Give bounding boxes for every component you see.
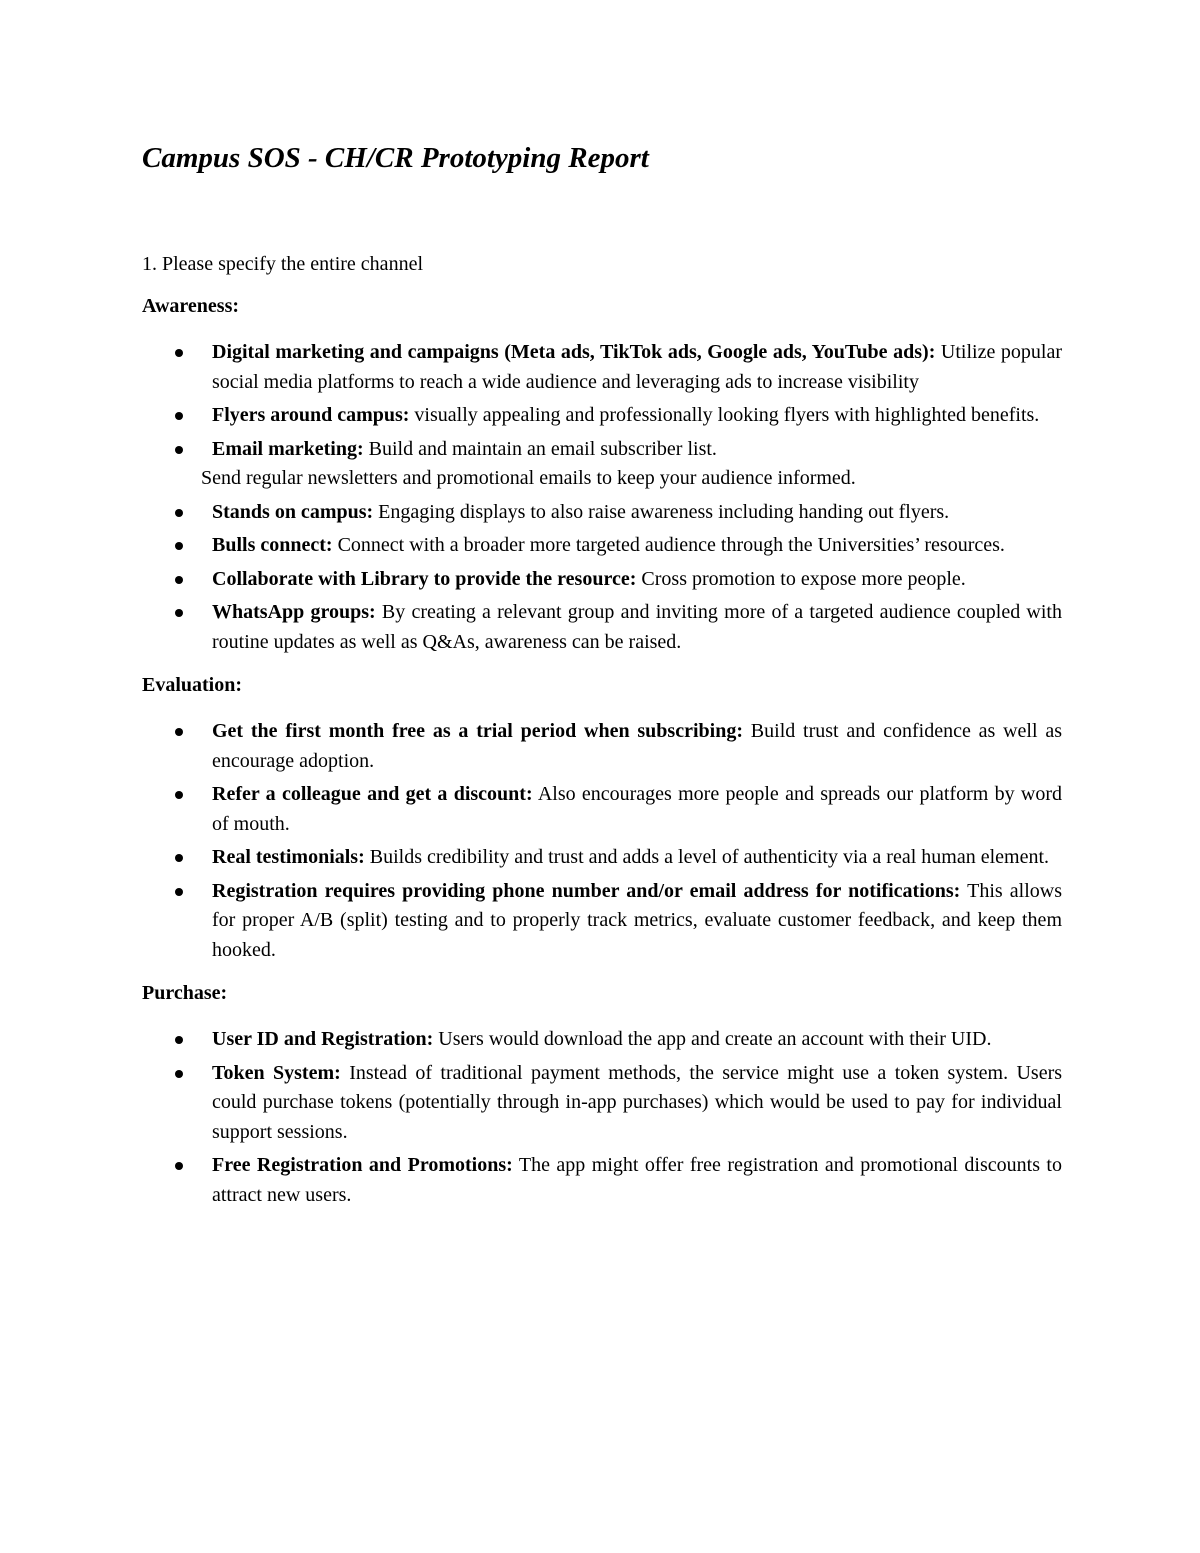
item-text: Builds credibility and trust and adds a level of authenticity via a real human element. — [369, 846, 1050, 868]
section-heading: Purchase: — [142, 982, 228, 1004]
list-item — [142, 565, 1062, 595]
item-term: Stands on campus: — [212, 500, 374, 523]
bullet-list — [142, 1025, 1062, 1210]
section-awareness — [142, 292, 1062, 657]
item-term: Real testimonials: — [212, 846, 365, 868]
bullet-icon — [175, 509, 183, 517]
bullet-icon — [175, 349, 183, 357]
list-item — [142, 843, 1062, 873]
bullet-icon — [175, 1070, 183, 1078]
list-item — [142, 1059, 1062, 1148]
item-text: By creating a relevant group and inviting more of a targeted audience coupled with routine updates as well as Q&As, awareness can be raised. — [212, 601, 1062, 653]
item-term: User ID and Registration: — [212, 1028, 434, 1050]
section-heading: Awareness: — [142, 295, 240, 317]
item-text: Also encourages more people and spreads our platform by word of mouth. — [212, 783, 1062, 835]
item-term: Email marketing: — [212, 437, 364, 460]
item-term: Free Registration and Promotions: — [212, 1154, 513, 1176]
bullet-icon — [175, 1036, 183, 1044]
item-term: Refer a colleague and get a discount: — [212, 783, 533, 805]
bullet-list — [142, 338, 1062, 657]
item-term: Flyers around campus: — [212, 404, 410, 426]
bullet-icon — [175, 576, 183, 584]
item-term: Collaborate with Library to provide the resource: — [212, 567, 637, 590]
bullet-icon — [175, 609, 183, 617]
item-term: Token System: — [212, 1061, 341, 1084]
item-text: Engaging displays to also raise awareness including handing out flyers. — [378, 500, 950, 523]
list-item — [142, 498, 1062, 528]
section-heading: Evaluation: — [142, 674, 243, 696]
item-term: Get the first month free as a trial period when subscribing: — [212, 720, 743, 742]
list-item — [142, 1025, 1062, 1055]
item-term: Digital marketing and campaigns (Meta ads, TikTok ads, Google ads, YouTube ads): — [212, 341, 936, 363]
list-item — [142, 780, 1062, 839]
list-item — [142, 877, 1062, 966]
item-text: Build and maintain an email subscriber list. — [368, 437, 717, 460]
bullet-icon — [175, 1162, 183, 1170]
list-item — [142, 598, 1062, 657]
bullet-icon — [175, 412, 183, 420]
question-prompt: 1. Please specify the entire channel — [142, 253, 423, 275]
list-item — [142, 1151, 1062, 1210]
item-term: Bulls connect: — [212, 534, 333, 556]
item-term: Registration requires providing phone number and/or email address for notifications: — [212, 879, 961, 902]
bullet-list — [142, 717, 1062, 965]
item-text: Build trust and confidence as well as encourage adoption. — [212, 720, 1062, 772]
item-text: visually appealing and professionally looking flyers with highlighted benefits. — [414, 404, 1040, 426]
list-item — [142, 717, 1062, 776]
bullet-icon — [175, 728, 183, 736]
item-term: WhatsApp groups: — [212, 601, 376, 623]
bullet-icon — [175, 446, 183, 454]
item-text: Users would download the app and create an account with their UID. — [438, 1028, 992, 1050]
item-text: The app might offer free registration and promotional discounts to attract new users. — [212, 1154, 1062, 1206]
list-item — [142, 338, 1062, 397]
document-title: Campus SOS - CH/CR Prototyping Report — [142, 142, 649, 174]
item-text: This allows for proper A/B (split) testing and to properly track metrics, evaluate customer feedback, and keep them hooked. — [212, 879, 1063, 961]
bullet-icon — [175, 791, 183, 799]
item-text: Connect with a broader more targeted audience through the Universities’ resources. — [337, 534, 1005, 556]
list-item — [142, 435, 1062, 494]
item-extra-text: Send regular newsletters and promotional emails to keep your audience informed. — [201, 467, 856, 489]
bullet-icon — [175, 888, 183, 896]
item-text: Instead of traditional payment methods, the service might use a token system. Users could purchase tokens (potentially through in-app purchases) which would be used to pay for individual support sessions. — [212, 1061, 1063, 1143]
item-text: Cross promotion to expose more people. — [641, 567, 966, 590]
item-text: Utilize popular social media platforms to reach a wide audience and leveraging ads to increase visibility — [212, 341, 1062, 393]
bullet-icon — [175, 854, 183, 862]
list-item — [142, 531, 1062, 561]
document-page — [142, 138, 1062, 1214]
section-purchase — [142, 979, 1062, 1210]
section-evaluation — [142, 671, 1062, 965]
list-item — [142, 401, 1062, 431]
bullet-icon — [175, 542, 183, 550]
